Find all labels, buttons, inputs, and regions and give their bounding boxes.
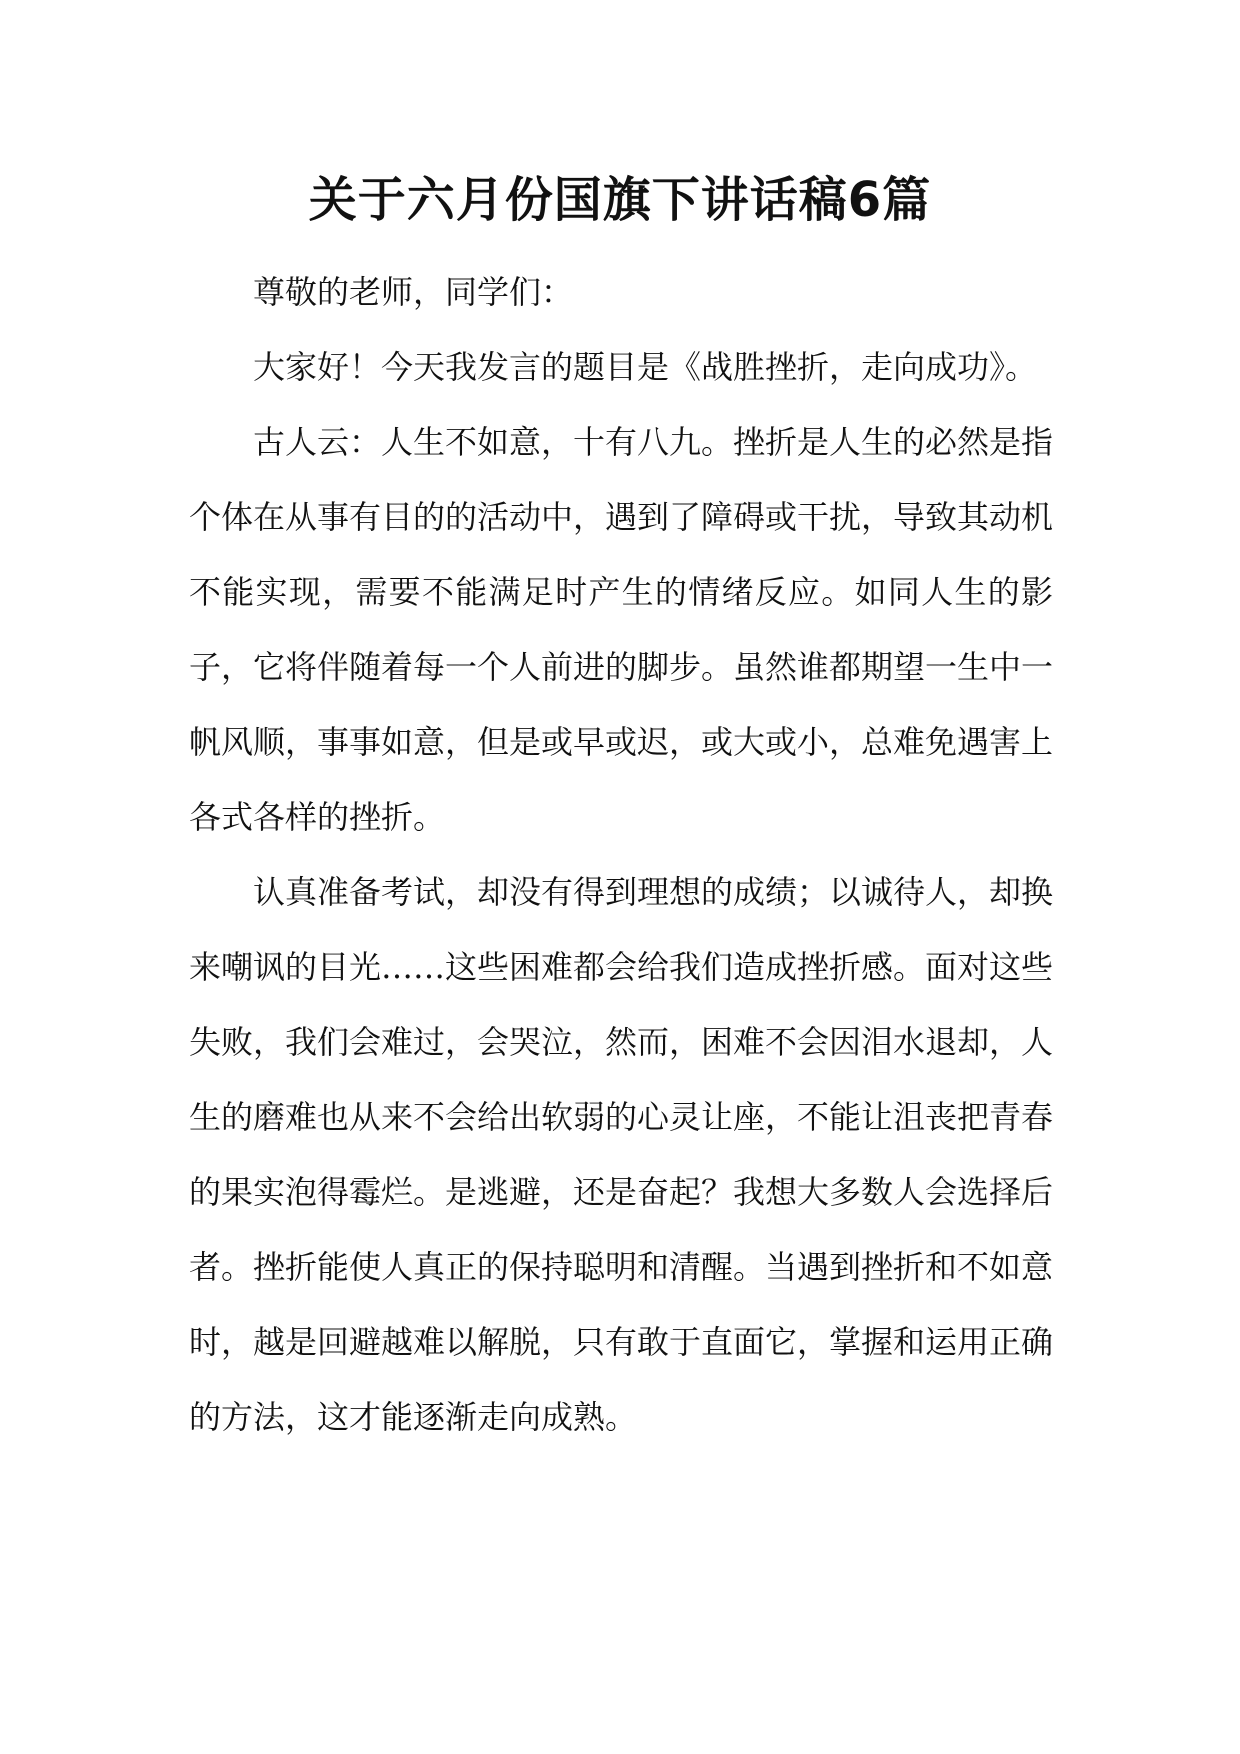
document-title: 关于六月份国旗下讲话稿6篇 [308,172,932,228]
paragraph-greeting: 尊敬的老师，同学们： [253,273,574,311]
paragraph-facing-difficulties: 认真准备考试，却没有得到理想的成绩；以诚待人，却换来嘲讽的目光……这些困难都会给我们造成挫折感。面对这些失败，我们会难过，会哭泣，然而，困难不会因泪水退却，人生的磨难也从来不会给出软弱的心灵让座，不能让沮丧把青春的果实泡得霉烂。是逃避，还是奋起？我想大多数人会选择后者。挫折能使人真正的保持聪明和清醒。当遇到挫折和不如意时，越是回避越难以解脱，只有敢于直面它，掌握和运用正确的方法，这才能逐渐走向成熟。 [189,873,1054,1436]
paragraph-topic: 大家好！今天我发言的题目是《战胜挫折，走向成功》。 [253,348,1038,386]
document-body [189,255,1053,1455]
paragraph-setbacks: 古人云：人生不如意，十有八九。挫折是人生的必然是指个体在从事有目的的活动中，遇到了障碍或干扰，导致其动机不能实现，需要不能满足时产生的情绪反应。如同人生的影子，它将伴随着每一个人前进的脚步。虽然谁都期望一生中一帆风顺，事事如意，但是或早或迟，或大或小，总难免遇害上各式各样的挫折。 [189,423,1054,836]
